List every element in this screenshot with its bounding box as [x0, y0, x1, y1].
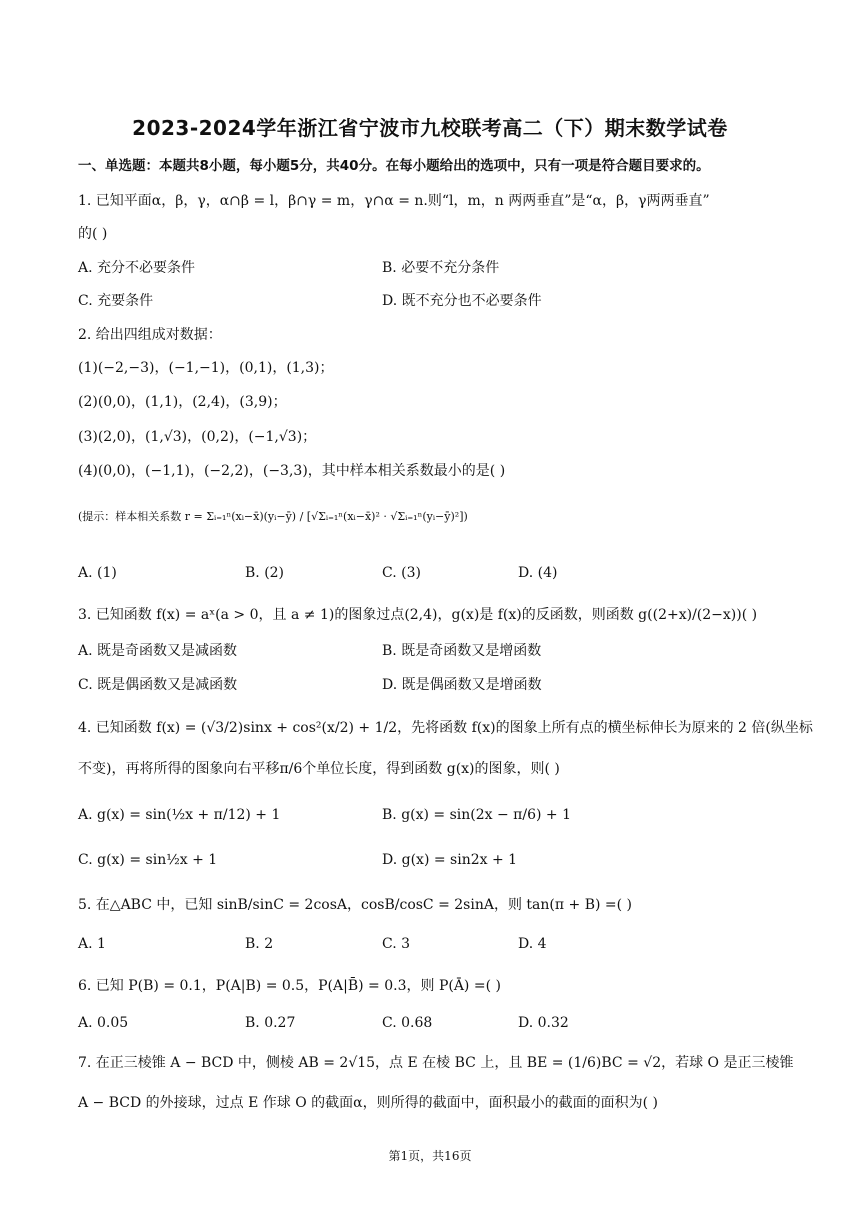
q2-data-1: (1)(−2,−3)，(−1,−1)，(0,1)，(1,3)；	[78, 360, 334, 376]
q1-option-c: C. 充要条件	[78, 293, 154, 309]
question-1-stem-cont: 的( )	[78, 226, 108, 242]
q6-option-c: C. 0.68	[382, 1015, 433, 1031]
q1-option-b: B. 必要不充分条件	[382, 260, 500, 276]
q4-option-c: C. g(x) = sin½x + 1	[78, 852, 218, 868]
q4-option-d: D. g(x) = sin2x + 1	[382, 852, 518, 868]
q5-option-a: A. 1	[78, 936, 106, 952]
q3-option-a: A. 既是奇函数又是减函数	[78, 643, 238, 659]
question-5-stem: 5. 在△ABC 中，已知 sinB/sinC = 2cosA，cosB/cosC = 2sinA，则 tan(π + B) =( )	[78, 897, 633, 913]
q2-data-3: (3)(2,0)，(1,√3)，(0,2)，(−1,√3)；	[78, 429, 317, 445]
q2-data-2: (2)(0,0)，(1,1)，(2,4)，(3,9)；	[78, 394, 287, 410]
q1-option-a: A. 充分不必要条件	[78, 260, 196, 276]
question-7-stem-cont: A − BCD 的外接球，过点 E 作球 O 的截面α，则所得的截面中，面积最小的截面的面积为( )	[78, 1095, 658, 1111]
question-1-stem: 1. 已知平面α，β，γ，α∩β = l，β∩γ = m，γ∩α = n.则“l，m，n 两两垂直”是“α，β，γ两两垂直”	[78, 193, 710, 209]
question-7-stem: 7. 在正三棱锥 A − BCD 中，侧棱 AB = 2√15，点 E 在棱 BC 上，且 BE = (1/6)BC = √2，若球 O 是正三棱锥	[78, 1055, 794, 1071]
q1-option-d: D. 既不充分也不必要条件	[382, 293, 542, 309]
question-4-stem: 4. 已知函数 f(x) = (√3/2)sinx + cos²(x/2) + 1/2，先将函数 f(x)的图象上所有点的横坐标伸长为原来的 2 倍(纵坐标	[78, 720, 813, 736]
question-3-stem: 3. 已知函数 f(x) = aˣ(a > 0，且 a ≠ 1)的图象过点(2,4)，g(x)是 f(x)的反函数，则函数 g((2+x)/(2−x))( )	[78, 607, 758, 623]
q2-hint-formula: (提示：样本相关系数 r = Σᵢ₌₁ⁿ(xᵢ−x̄)(yᵢ−ȳ) / [√Σᵢ₌₁ⁿ(xᵢ−x̄)² · √Σᵢ₌₁ⁿ(yᵢ−ȳ)²])	[78, 510, 468, 523]
q5-option-b: B. 2	[245, 936, 274, 952]
question-2-stem: 2. 给出四组成对数据：	[78, 327, 222, 343]
q3-option-c: C. 既是偶函数又是减函数	[78, 677, 238, 693]
q2-option-c: C. (3)	[382, 565, 421, 581]
q5-option-d: D. 4	[518, 936, 547, 952]
q4-option-a: A. g(x) = sin(½x + π/12) + 1	[78, 807, 281, 823]
page-title: 2023-2024学年浙江省宁波市九校联考高二（下）期末数学试卷	[132, 116, 728, 140]
q6-option-d: D. 0.32	[518, 1015, 569, 1031]
q2-data-4: (4)(0,0)，(−1,1)，(−2,2)，(−3,3)，其中样本相关系数最小的是( )	[78, 463, 506, 479]
q2-option-b: B. (2)	[245, 565, 285, 581]
q3-option-b: B. 既是奇函数又是增函数	[382, 643, 542, 659]
section-heading: 一、单选题：本题共8小题，每小题5分，共40分。在每小题给出的选项中，只有一项是符合题目要求的。	[78, 158, 710, 174]
q5-option-c: C. 3	[382, 936, 411, 952]
question-6-stem: 6. 已知 P(B) = 0.1，P(A|B) = 0.5，P(A|B̄) = 0.3，则 P(Ā) =( )	[78, 978, 501, 994]
q3-option-d: D. 既是偶函数又是增函数	[382, 677, 542, 693]
q2-option-a: A. (1)	[78, 565, 117, 581]
question-4-stem-cont: 不变)，再将所得的图象向右平移π/6个单位长度，得到函数 g(x)的图象，则( )	[78, 761, 560, 777]
q2-option-d: D. (4)	[518, 565, 558, 581]
page-footer: 第1页，共16页	[388, 1149, 472, 1163]
q4-option-b: B. g(x) = sin(2x − π/6) + 1	[382, 807, 571, 823]
q6-option-a: A. 0.05	[78, 1015, 129, 1031]
q6-option-b: B. 0.27	[245, 1015, 296, 1031]
